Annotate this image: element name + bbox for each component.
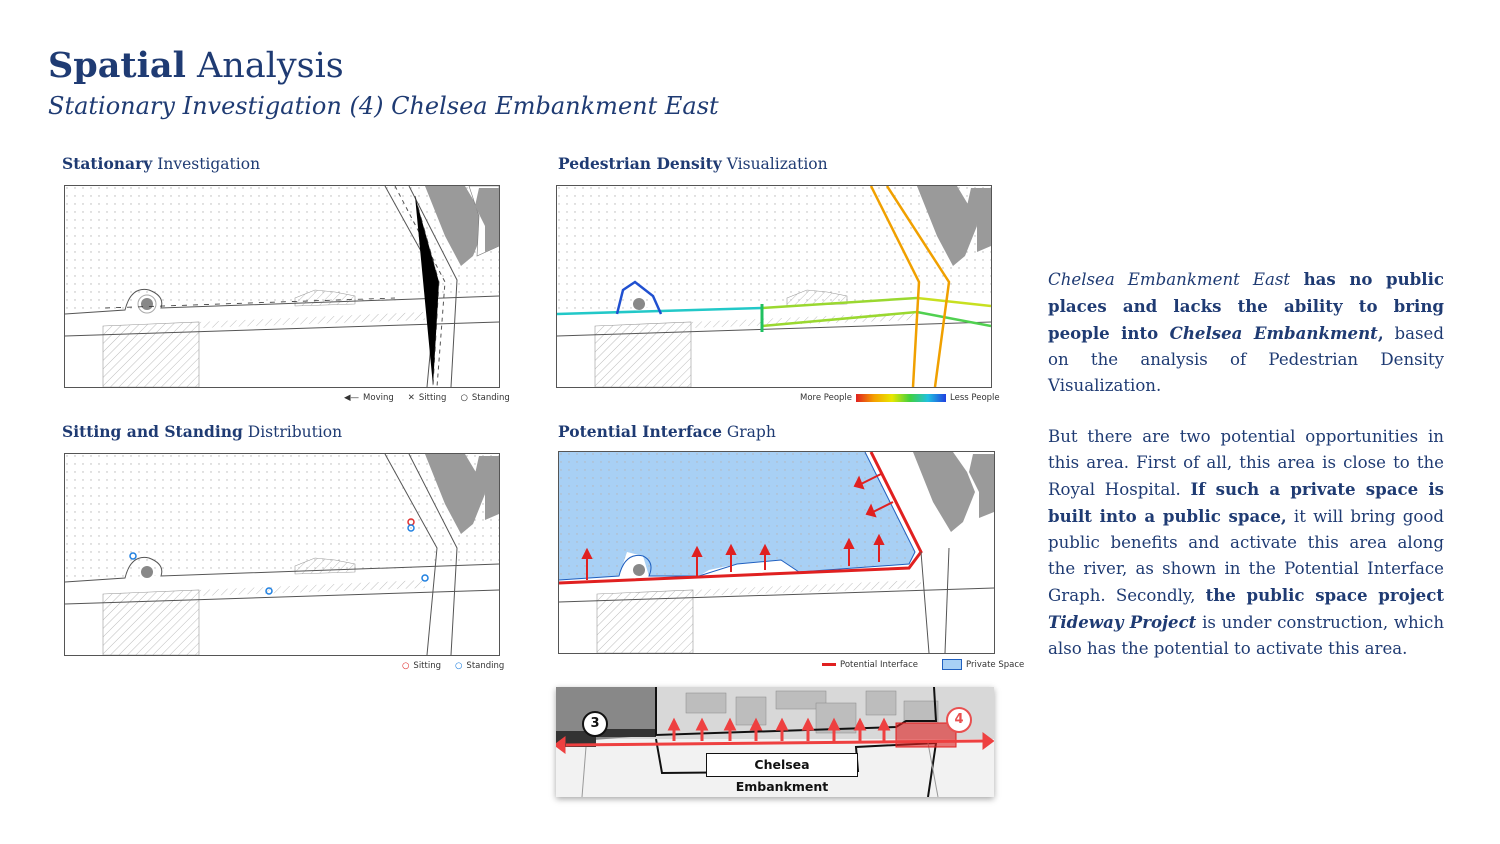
legend-moving: Moving bbox=[363, 393, 394, 403]
chelsea-embankment-label: Chelsea Embankment bbox=[706, 753, 858, 777]
red-circle-icon: ○ bbox=[402, 661, 410, 671]
description-p2-run: it will bring good public benefits and activate this area along the river, as shown in the Potential Interface Graph. Secondly, bbox=[1048, 507, 1444, 605]
description-paragraph-2 bbox=[1048, 424, 1444, 662]
marker-3: 3 bbox=[582, 711, 608, 737]
circle-icon: ○ bbox=[460, 393, 468, 403]
distribution-legend bbox=[392, 661, 504, 671]
description-p1-run: based on the analysis of Pedestrian Density Visualization. bbox=[1048, 324, 1445, 395]
description-p2-run: Tideway Project bbox=[1048, 612, 1197, 632]
density-gradient-bar bbox=[856, 394, 946, 402]
description-p2-run: If such a private space is built into a public space, bbox=[1048, 479, 1444, 526]
distribution-caption-rest: Distribution bbox=[242, 423, 343, 441]
stationary-caption-rest: Investigation bbox=[152, 155, 261, 173]
title-bold: Spatial bbox=[48, 45, 186, 86]
distribution-caption-bold: Sitting and Standing bbox=[62, 422, 243, 441]
density-caption-bold: Pedestrian Density bbox=[558, 154, 722, 173]
description-p2-run: the public space project bbox=[1205, 585, 1445, 605]
red-line-icon bbox=[822, 663, 836, 666]
title-rest: Analysis bbox=[185, 46, 344, 86]
blue-swatch-icon bbox=[942, 659, 962, 670]
description bbox=[1048, 266, 1444, 687]
description-p1-run: Chelsea Embankment bbox=[1169, 323, 1378, 343]
stationary-caption-bold: Stationary bbox=[62, 154, 153, 173]
stationary-map bbox=[64, 185, 500, 388]
interface-caption bbox=[558, 422, 776, 441]
cross-icon: ✕ bbox=[407, 393, 415, 403]
marker-4: 4 bbox=[946, 707, 972, 733]
legend-private-space: Private Space bbox=[966, 659, 1025, 670]
description-p1-run: has no public places and lacks the ability to bring people into bbox=[1048, 269, 1444, 343]
density-map bbox=[556, 185, 992, 388]
overview-map bbox=[556, 687, 994, 797]
description-p1-run: Chelsea Embankment East bbox=[1048, 270, 1291, 289]
stationary-legend bbox=[334, 393, 510, 403]
blue-circle-icon: ○ bbox=[455, 661, 463, 671]
distribution-caption bbox=[62, 422, 342, 441]
page-title bbox=[48, 44, 344, 88]
page-subtitle: Stationary Investigation (4) Chelsea Embankment East bbox=[48, 92, 719, 120]
description-p2-run: is under construction, which also has the potential to activate this area. bbox=[1048, 613, 1444, 658]
stationary-caption bbox=[62, 154, 260, 173]
density-caption-rest: Visualization bbox=[721, 155, 828, 173]
legend-standing: Standing bbox=[471, 393, 510, 403]
interface-caption-bold: Potential Interface bbox=[558, 422, 722, 441]
description-p1-run: , bbox=[1377, 323, 1384, 343]
legend-potential-interface: Potential Interface bbox=[840, 659, 918, 670]
legend-sitting-dist: Sitting bbox=[413, 661, 441, 671]
interface-caption-rest: Graph bbox=[721, 423, 776, 441]
distribution-map bbox=[64, 453, 500, 656]
interface-legend bbox=[812, 659, 1024, 670]
density-caption bbox=[558, 154, 828, 173]
legend-less-people: Less People bbox=[950, 393, 1000, 403]
legend-more-people: More People bbox=[800, 393, 853, 403]
legend-sitting: Sitting bbox=[418, 393, 447, 403]
description-paragraph-1 bbox=[1048, 266, 1444, 399]
density-legend bbox=[800, 393, 1000, 403]
legend-standing-dist: Standing bbox=[466, 661, 505, 671]
interface-map bbox=[558, 451, 995, 654]
description-p2-run: But there are two potential opportunities in this area. First of all, this area is close to the Royal Hospital. bbox=[1048, 427, 1444, 499]
arrow-left-icon: ◀— bbox=[344, 393, 360, 403]
